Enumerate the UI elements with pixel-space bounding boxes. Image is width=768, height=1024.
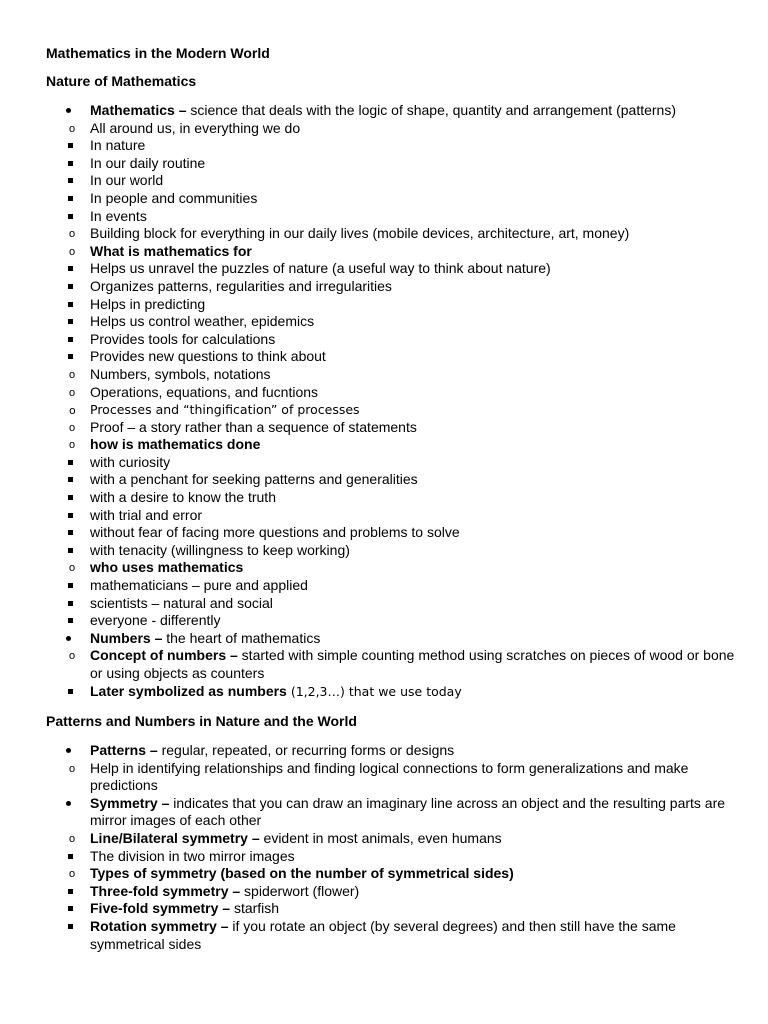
list-item	[90, 647, 740, 700]
term-symmetry: Symmetry –	[90, 794, 170, 811]
patterns-list	[90, 742, 740, 953]
definition-symmetry: indicates that you can draw an imaginary line across an object and the resulting parts are mirror images of each other	[90, 794, 726, 829]
nature-list	[90, 102, 740, 700]
definition-rotation: if you rotate an object (by several degrees) and then still have the same symmetrical sides	[90, 917, 676, 952]
list-item	[90, 436, 740, 559]
list-item	[90, 243, 740, 366]
list-item: o Proof – a story rather than a sequence of statements	[90, 419, 740, 437]
list-item: The division in two mirror images	[90, 848, 740, 866]
list-item-symmetry	[90, 795, 740, 953]
list-item: In events	[90, 208, 740, 226]
list-item	[90, 559, 740, 629]
list-item	[90, 883, 740, 901]
who-sublist	[90, 577, 740, 630]
term-mathematics: Mathematics –	[90, 102, 187, 118]
subheading-how: how is mathematics done	[90, 436, 261, 453]
document-title: Mathematics in the Modern World	[46, 45, 270, 61]
list-item-mathematics	[90, 102, 740, 630]
patterns-sublist	[90, 760, 740, 795]
list-item	[90, 683, 740, 701]
list-item: with a desire to know the truth	[90, 489, 740, 507]
term-patterns: Patterns –	[90, 742, 158, 758]
list-item: Helps us control weather, epidemics	[90, 313, 740, 331]
list-item	[90, 865, 740, 953]
list-item: without fear of facing more questions and problems to solve	[90, 524, 740, 542]
term-line-symmetry: Line/Bilateral symmetry –	[90, 829, 260, 846]
subheading-types: Types of symmetry (based on the number of symmetrical sides)	[90, 865, 514, 882]
term-five-fold: Five-fold symmetry –	[90, 900, 231, 917]
list-item: In our world	[90, 172, 740, 190]
list-item: In people and communities	[90, 190, 740, 208]
mathematics-sublist	[90, 120, 740, 630]
list-item: scientists – natural and social	[90, 595, 740, 613]
list-item: Organizes patterns, regularities and irregularities	[90, 278, 740, 296]
section-heading-nature: Nature of Mathematics	[46, 73, 197, 89]
term-concept: Concept of numbers –	[90, 647, 238, 664]
definition-numbers: the heart of mathematics	[162, 629, 321, 646]
concept-sublist	[90, 683, 740, 701]
types-sublist	[90, 883, 740, 953]
list-item: with tenacity (willingness to keep working)	[90, 542, 740, 560]
list-item: Helps us unravel the puzzles of nature (a useful way to think about nature)	[90, 260, 740, 278]
subheading-what-for: What is mathematics for	[90, 242, 252, 259]
definition-mathematics: science that deals with the logic of shape, quantity and arrangement (patterns)	[186, 102, 676, 118]
definition-five-fold: starfish	[230, 900, 280, 917]
around-sublist	[90, 137, 740, 225]
list-item	[90, 918, 740, 953]
list-item: o Processes and “thingification” of processes	[90, 401, 740, 419]
list-item: o Numbers, symbols, notations	[90, 366, 740, 384]
list-item: In our daily routine	[90, 155, 740, 173]
list-item: with curiosity	[90, 454, 740, 472]
definition-patterns: regular, repeated, or recurring forms or designs	[157, 742, 455, 758]
line-symmetry-sublist	[90, 848, 740, 866]
list-item	[90, 120, 740, 226]
list-item: Helps in predicting	[90, 296, 740, 314]
list-item: mathematicians – pure and applied	[90, 577, 740, 595]
term-three-fold: Three-fold symmetry –	[90, 882, 241, 899]
list-item: o Operations, equations, and fucntions	[90, 384, 740, 402]
list-item: everyone - differently	[90, 612, 740, 630]
section-heading-patterns: Patterns and Numbers in Nature and the World	[46, 713, 357, 729]
list-item: with a penchant for seeking patterns and generalities	[90, 471, 740, 489]
definition-line-symmetry: evident in most animals, even humans	[259, 829, 502, 846]
what-for-sublist	[90, 260, 740, 366]
how-sublist	[90, 454, 740, 560]
list-item: In nature	[90, 137, 740, 155]
list-item: Provides tools for calculations	[90, 331, 740, 349]
list-item: o Building block for everything in our daily lives (mobile devices, architecture, art, money)	[90, 225, 740, 243]
list-item: with trial and error	[90, 507, 740, 525]
definition-three-fold: spiderwort (flower)	[240, 882, 360, 899]
definition-concept: started with simple counting method using scratches on pieces of wood or bone or using objects as counters	[90, 647, 735, 681]
term-numbers: Numbers –	[90, 629, 163, 646]
numbers-sublist	[90, 647, 740, 700]
symmetry-sublist	[90, 830, 740, 953]
list-item-patterns	[90, 742, 740, 795]
list-item-numbers	[90, 630, 740, 700]
list-item	[90, 830, 740, 865]
list-item: Provides new questions to think about	[90, 348, 740, 366]
list-item: o Help in identifying relationships and finding logical connections to form generalizations and make predictions	[90, 760, 740, 795]
subheading-who: who uses mathematics	[90, 559, 244, 576]
list-item	[90, 900, 740, 918]
item-text: All around us, in everything we do	[90, 119, 301, 136]
term-later: Later symbolized as numbers	[90, 682, 287, 699]
definition-later: (1,2,3…) that we use today	[286, 683, 462, 699]
term-rotation: Rotation symmetry –	[90, 917, 229, 934]
